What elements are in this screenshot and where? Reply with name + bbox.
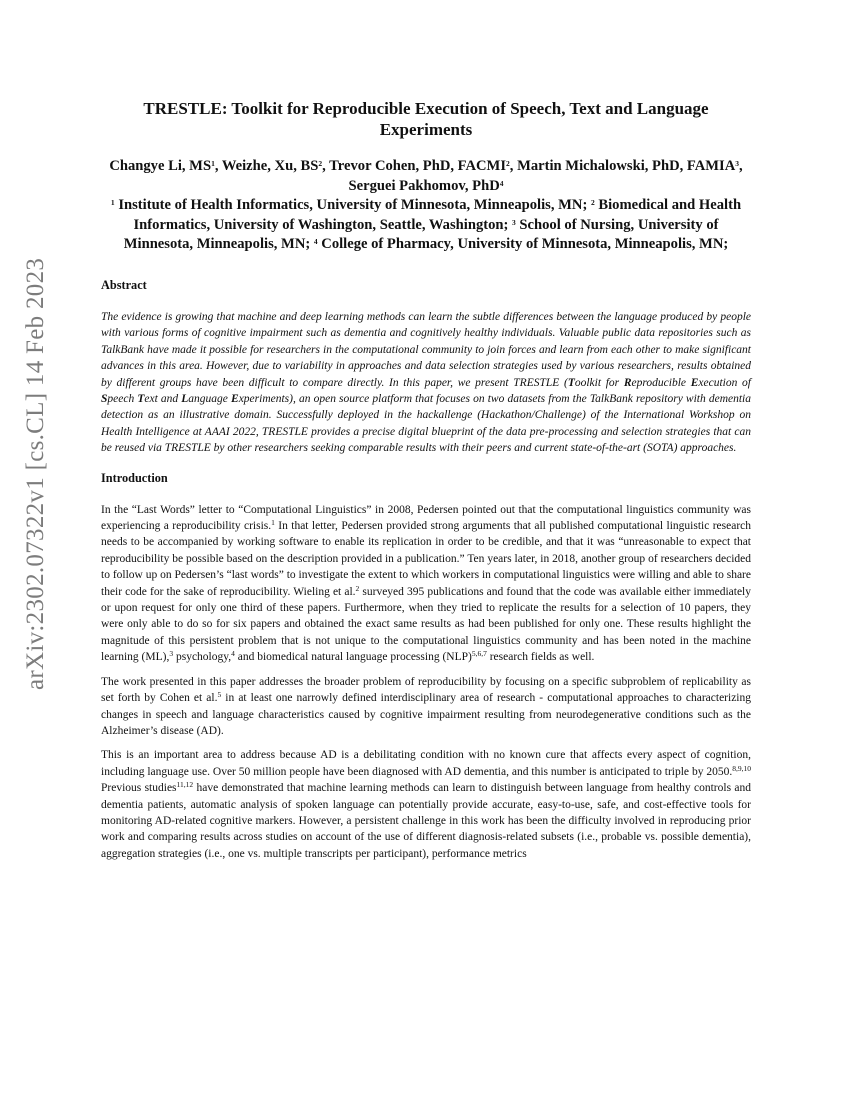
introduction-heading: Introduction — [101, 470, 168, 485]
introduction-paragraph-2: The work presented in this paper addresses the broader problem of reproducibility by focusing on a specific subproblem of replicability as set forth by Cohen et al.$^5$ in at least one narrowly defined interdisciplinary area of research - computational approaches to characterizing changes in speech and language characteristics caused by cognitive impairment resulting from neurodegenerative conditions such as the Alzheimer’s disease (AD). — [101, 675, 751, 737]
author-block — [101, 157, 751, 255]
abstract-heading: Abstract — [101, 277, 147, 292]
arxiv-identifier-stamp: arXiv:2302.07322v1 [cs.CL] 14 Feb 2023 — [22, 257, 49, 690]
author-list: Changye Li, $MS^1$, Weizhe, Xu, $BS^2$, Trevor Cohen, PhD, FACMI$^2$, Martin Michalowski, PhD, FAMIA$^3$, Serguei Pakhomov, PhD$^4$ — [109, 158, 743, 194]
introduction-paragraph-3: This is an important area to address because AD is a debilitating condition with no known cure that affects every aspect of cognition, including language use. Over 50 million people have been diagnosed with AD dementia, and this number is anticipated to triple by 2050.$^{8,9,10}$ Previous studies$^{11,12}$ have demonstrated that machine learning methods can learn to distinguish between language from healthy controls and dementia patients, automatic analysis of spoken language can potentially provide accurate, easy-to-use, safe, and cost-effective tools for monitoring AD-related cognitive markers. However, a persistent challenge in this work has been the difficulty involved in reproducing prior work and comparing results across studies on account of the use of different diagnosis-related subsets (i.e., probable vs. possible dementia), aggregation strategies (i.e., one vs. multiple transcripts per participant), performance metrics — [101, 749, 751, 860]
abstract-text: The evidence is growing that machine and deep learning methods can learn the subtle differences between the language produced by people with various forms of cognitive impairment such as dementia and cognitively healthy individuals. Valuable public data repositories such as TalkBank have made it possible for researchers in the computational community to join forces and learn from each other to make significant advances in this area. However, due to variability in approaches and data selection strategies used by various researchers, results obtained by different groups have been difficult to compare directly. In this paper, we present TRESTLE (Toolkit for Reproducible Execution of Speech Text and Language Experiments), an open source platform that focuses on two datasets from the TalkBank repository with dementia detection as an illustrative domain. Successfully deployed in the hackallenge (Hackathon/Challenge) of the International Workshop on Health Intelligence at AAAI 2022, TRESTLE provides a precise digital blueprint of the data pre-processing and selection strategies that can be reused via TRESTLE by other researchers seeking comparable results with their peers and current state-of-the-art (SOTA) approaches. — [101, 310, 751, 455]
paper-page — [101, 98, 751, 862]
paper-title: TRESTLE: Toolkit for Reproducible Execution of Speech, Text and Language Experiments — [143, 99, 709, 139]
introduction-paragraph-1: In the “Last Words” letter to “Computational Linguistics” in 2008, Pedersen pointed out that the computational linguistics community was experiencing a reproducibility crisis.$^1$ In that letter, Pedersen provided strong arguments that all published computational linguistic research needs to be accompanied by working software to enable its replication in order to be credible, and that it was “unreasonable to expect that reproducibility be possible based on the description provided in a publication.” Ten years later, in 2018, another group of researchers decided to follow up on Pedersen’s “last words” to investigate the extent to which workers in computational linguistics were willing and able to share their code for the sake of reproducibility. Wieling et al.$^2$ surveyed 395 publications and found that the code was available either immediately or upon request for only one third of these papers. Furthermore, when they tried to replicate the results for a selection of 10 papers, they were only able to do so for six papers and obtained the exact same results as had been published for only one. These results highlight the magnitude of this persistent problem that is not unique to the computational linguistics community and has been noted in the machine learning (ML),$^3$ psychology,$^4$ and biomedical natural language processing (NLP)$^{5,6,7}$ research fields as well. — [101, 503, 752, 664]
affiliation-list: $^1$ Institute of Health Informatics, University of Minnesota, Minneapolis, MN; $^2$ Biomedical and Health Informatics, University of Washington, Seattle, Washington; $^3$ School of Nursing, University of Minnesota, Minneapolis, MN; $^4$ College of Pharmacy, University of Minnesota, Minneapolis, MN; — [110, 197, 742, 253]
